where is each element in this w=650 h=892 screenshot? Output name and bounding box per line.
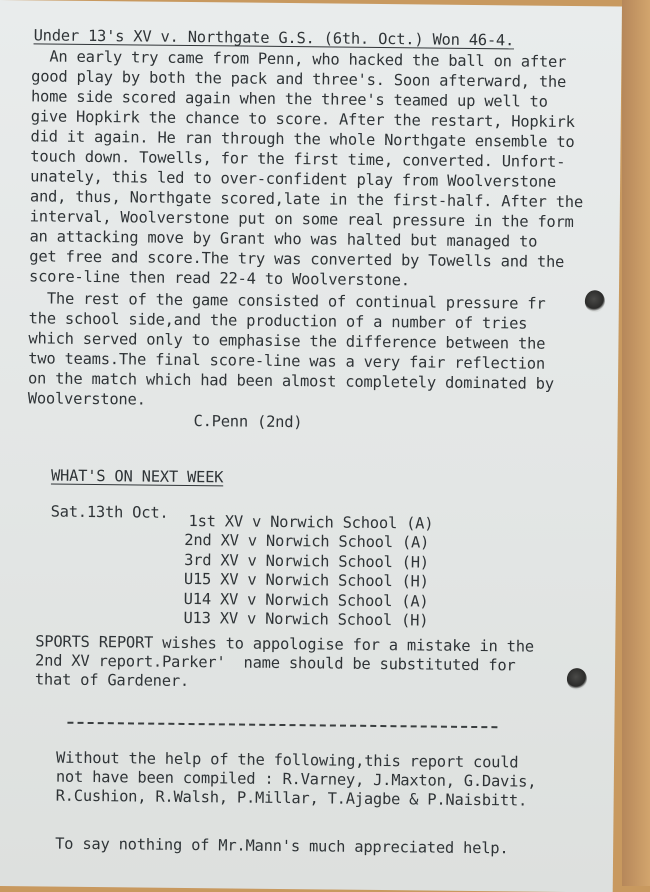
apology-line: SPORTS REPORT wishes to appologise for a mistake in the (35, 632, 534, 656)
report-line: which served only to emphasise the difference between the (28, 329, 546, 353)
report-line: The rest of the game consisted of continual pressure fr (46, 289, 546, 313)
next-week-heading: WHAT'S ON NEXT WEEK (50, 466, 224, 487)
report-line: give Hopkirk the chance to score. After the restart, Hopkirk (30, 107, 575, 132)
report-line: on the match which had been almost completely dominated by (27, 369, 554, 393)
author-signature: C.Penn (2nd) (193, 412, 303, 432)
report-line: score-line then read 22-4 to Woolverstone. (29, 267, 410, 290)
punch-hole (585, 290, 605, 312)
desk-edge (622, 0, 650, 886)
apology-line: that of Gardener. (34, 670, 190, 691)
fixture-row: U14 XV v Norwich School (A) (183, 589, 429, 611)
fixture-row: U13 XV v Norwich School (H) (183, 608, 429, 630)
fixture-row: 3rd XV v Norwich School (H) (184, 550, 430, 572)
report-line: two teams.The final score-line was a very fair reflection (28, 349, 546, 373)
credits-line: not have been compiled : R.Varney, J.Maxton, G.Davis, (55, 767, 537, 791)
dashed-divider (67, 722, 497, 729)
fixture-date: Sat.13th Oct. (50, 502, 169, 522)
match-heading: Under 13's XV v. Northgate G.S. (6th. Oct.) Won 46-4. (33, 26, 515, 50)
report-line: Woolverstone. (27, 389, 146, 409)
report-line: touch down. Towells, for the first time, converted. Unfort- (30, 147, 566, 171)
credits-line: Without the help of the following,this report could (55, 748, 519, 772)
fixture-row: 2nd XV v Norwich School (A) (184, 530, 430, 552)
apology-line: 2nd XV report.Parker' name should be substituted for (34, 651, 516, 675)
fixture-row: 1st XV v Norwich School (A) (188, 512, 434, 533)
report-line: interval, Woolverstone put on some real pressure in the form (29, 207, 574, 232)
report-line: the school side,and the production of a number of tries (28, 309, 528, 333)
credits-line: R.Cushion, R.Walsh, P.Millar, T.Ajagbe & P.Naisbitt. (55, 786, 528, 810)
punch-hole (567, 668, 587, 690)
report-line: an attacking move by Grant who was halted but managed to (29, 227, 538, 251)
report-line: get free and score.The try was converted by Towells and the (29, 247, 565, 271)
closing-line: To say nothing of Mr.Mann's much appreciated help. (55, 834, 509, 858)
report-line: good play by both the pack and three's. Soon afterward, the (31, 67, 567, 91)
report-line: An early try came from Penn, who hacked the ball on after (49, 47, 567, 71)
report-line: unately, this led to over-confident play from Woolverstone (30, 167, 557, 191)
report-line: did it again. He ran through the whole Northgate ensemble to (30, 127, 575, 152)
fixture-row: U15 XV v Norwich School (H) (183, 569, 429, 591)
report-line: home side scored again when the three's teamed up well to (30, 87, 548, 111)
report-line: and, thus, Northgate scored,late in the first-half. After the (29, 187, 584, 212)
